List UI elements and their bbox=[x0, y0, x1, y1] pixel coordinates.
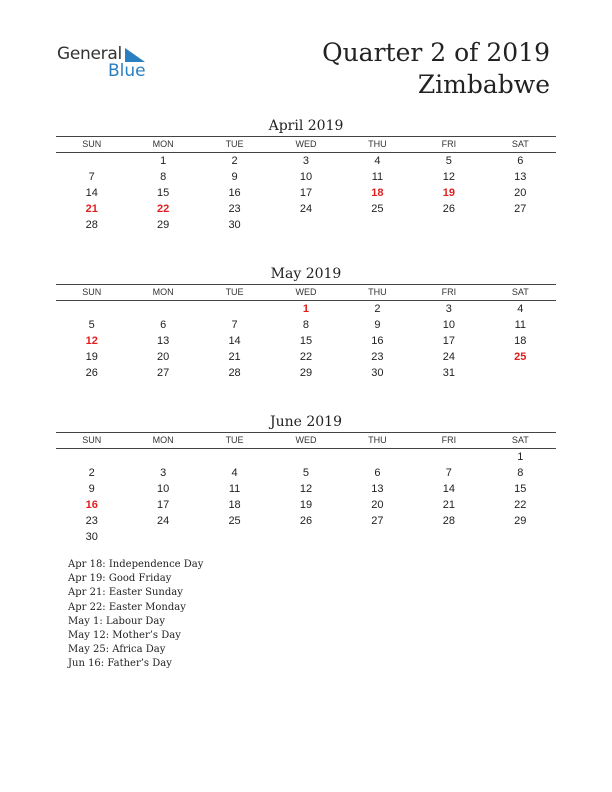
weekday-header-row bbox=[56, 433, 556, 449]
day-cell: 17 bbox=[442, 335, 455, 347]
day-cell: 4 bbox=[374, 155, 381, 167]
day-cell: 17 bbox=[157, 499, 170, 511]
day-grid bbox=[56, 153, 556, 233]
day-cell: 18 bbox=[228, 499, 241, 511]
day-cell: 2 bbox=[374, 303, 381, 315]
day-cell: 21 bbox=[442, 499, 455, 511]
day-cell: 27 bbox=[157, 367, 170, 379]
empty-day-cell bbox=[342, 217, 413, 233]
day-cell: 10 bbox=[157, 483, 170, 495]
day-cell: 11 bbox=[514, 319, 526, 331]
day-cell: 6 bbox=[517, 155, 524, 167]
day-cell: 31 bbox=[442, 367, 455, 379]
day-cell: 9 bbox=[374, 319, 381, 331]
quarter-title: Quarter 2 of 2019 bbox=[322, 38, 550, 67]
day-cell: 5 bbox=[445, 155, 452, 167]
holiday-day-cell: 21 bbox=[85, 203, 98, 215]
holiday-list-item: Apr 19: Good Friday bbox=[68, 573, 172, 585]
day-cell: 20 bbox=[371, 499, 384, 511]
empty-day-cell bbox=[413, 529, 484, 545]
day-cell: 3 bbox=[160, 467, 167, 479]
empty-day-cell bbox=[127, 301, 198, 317]
day-cell: 19 bbox=[85, 351, 98, 363]
holiday-list bbox=[68, 558, 203, 672]
weekday-label: WED bbox=[270, 137, 341, 153]
holiday-day-cell: 1 bbox=[302, 303, 310, 315]
day-cell: 24 bbox=[299, 203, 313, 215]
day-cell: 12 bbox=[442, 171, 455, 183]
day-cell: 15 bbox=[299, 335, 313, 347]
day-cell: 20 bbox=[514, 187, 527, 199]
day-cell: 4 bbox=[231, 467, 238, 479]
day-cell: 4 bbox=[517, 303, 524, 315]
month-calendar-june bbox=[56, 412, 556, 545]
day-cell: 14 bbox=[442, 483, 455, 495]
day-cell: 14 bbox=[85, 187, 98, 199]
weekday-label: MON bbox=[127, 433, 198, 449]
day-cell: 16 bbox=[371, 335, 384, 347]
day-cell: 2 bbox=[231, 155, 238, 167]
logo-general-text: General bbox=[57, 44, 122, 64]
day-cell: 6 bbox=[160, 319, 167, 331]
country-title: Zimbabwe bbox=[417, 70, 550, 99]
weekday-label: SUN bbox=[56, 433, 127, 449]
day-cell: 28 bbox=[85, 219, 98, 231]
day-cell: 15 bbox=[157, 187, 170, 199]
day-cell: 25 bbox=[228, 515, 241, 527]
day-cell: 11 bbox=[371, 171, 384, 183]
month-title: June 2019 bbox=[269, 414, 342, 430]
day-cell: 3 bbox=[445, 303, 452, 315]
empty-day-cell bbox=[270, 529, 341, 545]
empty-day-cell bbox=[342, 449, 413, 465]
day-cell: 24 bbox=[442, 351, 455, 363]
empty-day-cell bbox=[485, 217, 556, 233]
weekday-label: TUE bbox=[199, 433, 270, 449]
day-cell: 18 bbox=[514, 335, 527, 347]
holiday-day-cell: 22 bbox=[157, 203, 170, 215]
day-cell: 27 bbox=[371, 515, 384, 527]
day-cell: 27 bbox=[514, 203, 527, 215]
weekday-label: TUE bbox=[199, 285, 270, 301]
holiday-list-item: Apr 21: Easter Sunday bbox=[68, 587, 183, 599]
day-cell: 16 bbox=[228, 187, 241, 199]
month-title: April 2019 bbox=[268, 118, 344, 134]
day-cell: 5 bbox=[302, 467, 310, 479]
day-cell: 8 bbox=[302, 319, 310, 331]
day-cell: 23 bbox=[228, 203, 241, 215]
weekday-label: WED bbox=[270, 433, 341, 449]
day-cell: 8 bbox=[517, 467, 524, 479]
logo-blue-text: Blue bbox=[108, 61, 146, 81]
day-cell: 15 bbox=[514, 483, 527, 495]
weekday-label: SAT bbox=[485, 137, 556, 153]
holiday-day-cell: 25 bbox=[514, 351, 527, 363]
weekday-label: FRI bbox=[413, 285, 484, 301]
day-cell: 12 bbox=[299, 483, 313, 495]
weekday-label: MON bbox=[127, 285, 198, 301]
empty-day-cell bbox=[56, 301, 127, 317]
day-cell: 20 bbox=[157, 351, 170, 363]
weekday-label: THU bbox=[342, 285, 413, 301]
day-cell: 6 bbox=[374, 467, 381, 479]
empty-day-cell bbox=[270, 449, 341, 465]
month-calendar-may bbox=[56, 264, 556, 381]
empty-day-cell bbox=[56, 449, 127, 465]
day-cell: 29 bbox=[157, 219, 170, 231]
weekday-label: THU bbox=[342, 137, 413, 153]
empty-day-cell bbox=[342, 529, 413, 545]
day-cell: 10 bbox=[442, 319, 455, 331]
holiday-day-cell: 12 bbox=[85, 335, 98, 347]
empty-day-cell bbox=[127, 529, 198, 545]
weekday-label: SUN bbox=[56, 137, 127, 153]
day-cell: 17 bbox=[299, 187, 313, 199]
day-cell: 23 bbox=[371, 351, 384, 363]
page-header bbox=[322, 37, 550, 101]
day-cell: 29 bbox=[514, 515, 527, 527]
holiday-list-item: May 1: Labour Day bbox=[68, 615, 165, 627]
weekday-label: FRI bbox=[413, 137, 484, 153]
weekday-label: WED bbox=[270, 285, 341, 301]
empty-day-cell bbox=[56, 153, 127, 169]
holiday-day-cell: 16 bbox=[85, 499, 98, 511]
day-cell: 26 bbox=[442, 203, 455, 215]
day-cell: 9 bbox=[231, 171, 238, 183]
day-cell: 22 bbox=[514, 499, 527, 511]
empty-day-cell bbox=[127, 449, 198, 465]
day-cell: 3 bbox=[302, 155, 310, 167]
weekday-label: TUE bbox=[199, 137, 270, 153]
empty-day-cell bbox=[485, 529, 556, 545]
empty-day-cell bbox=[485, 365, 556, 381]
empty-day-cell bbox=[413, 449, 484, 465]
day-cell: 30 bbox=[371, 367, 384, 379]
holiday-list-item: Apr 22: Easter Monday bbox=[68, 601, 186, 613]
day-cell: 7 bbox=[445, 467, 452, 479]
day-cell: 1 bbox=[517, 451, 524, 463]
day-cell: 22 bbox=[299, 351, 313, 363]
empty-day-cell bbox=[199, 449, 270, 465]
day-cell: 26 bbox=[85, 367, 98, 379]
holiday-list-item: Jun 16: Father’s Day bbox=[68, 658, 172, 670]
weekday-label: THU bbox=[342, 433, 413, 449]
day-cell: 24 bbox=[157, 515, 170, 527]
day-cell: 29 bbox=[299, 367, 313, 379]
day-cell: 30 bbox=[228, 219, 241, 231]
day-cell: 2 bbox=[88, 467, 95, 479]
weekday-label: SUN bbox=[56, 285, 127, 301]
day-cell: 7 bbox=[231, 319, 238, 331]
holiday-list-item: May 25: Africa Day bbox=[68, 644, 166, 656]
weekday-label: SAT bbox=[485, 433, 556, 449]
day-cell: 13 bbox=[371, 483, 384, 495]
day-cell: 13 bbox=[514, 171, 527, 183]
day-cell: 11 bbox=[228, 483, 241, 495]
day-cell: 30 bbox=[85, 531, 98, 543]
day-cell: 19 bbox=[299, 499, 313, 511]
day-cell: 1 bbox=[160, 155, 167, 167]
day-cell: 7 bbox=[88, 171, 95, 183]
generalblue-logo bbox=[57, 44, 157, 84]
empty-day-cell bbox=[199, 301, 270, 317]
month-calendar-april bbox=[56, 116, 556, 233]
day-cell: 25 bbox=[371, 203, 384, 215]
day-cell: 26 bbox=[299, 515, 313, 527]
day-cell: 8 bbox=[160, 171, 167, 183]
holiday-day-cell: 18 bbox=[371, 187, 384, 199]
holiday-day-cell: 19 bbox=[442, 187, 455, 199]
day-cell: 28 bbox=[442, 515, 455, 527]
weekday-label: SAT bbox=[485, 285, 556, 301]
weekday-label: MON bbox=[127, 137, 198, 153]
day-grid bbox=[56, 449, 556, 545]
weekday-header-row bbox=[56, 285, 556, 301]
holiday-list-item: May 12: Mother’s Day bbox=[68, 630, 181, 642]
weekday-header-row bbox=[56, 137, 556, 153]
day-cell: 23 bbox=[85, 515, 98, 527]
empty-day-cell bbox=[413, 217, 484, 233]
holiday-list-item: Apr 18: Independence Day bbox=[68, 559, 204, 570]
day-cell: 28 bbox=[228, 367, 241, 379]
day-cell: 14 bbox=[228, 335, 241, 347]
day-cell: 5 bbox=[88, 319, 95, 331]
empty-day-cell bbox=[199, 529, 270, 545]
day-cell: 10 bbox=[299, 171, 313, 183]
day-grid bbox=[56, 301, 556, 381]
day-cell: 9 bbox=[88, 483, 95, 495]
empty-day-cell bbox=[270, 217, 341, 233]
month-title: May 2019 bbox=[270, 266, 342, 282]
day-cell: 21 bbox=[228, 351, 241, 363]
weekday-label: FRI bbox=[413, 433, 484, 449]
day-cell: 13 bbox=[157, 335, 170, 347]
